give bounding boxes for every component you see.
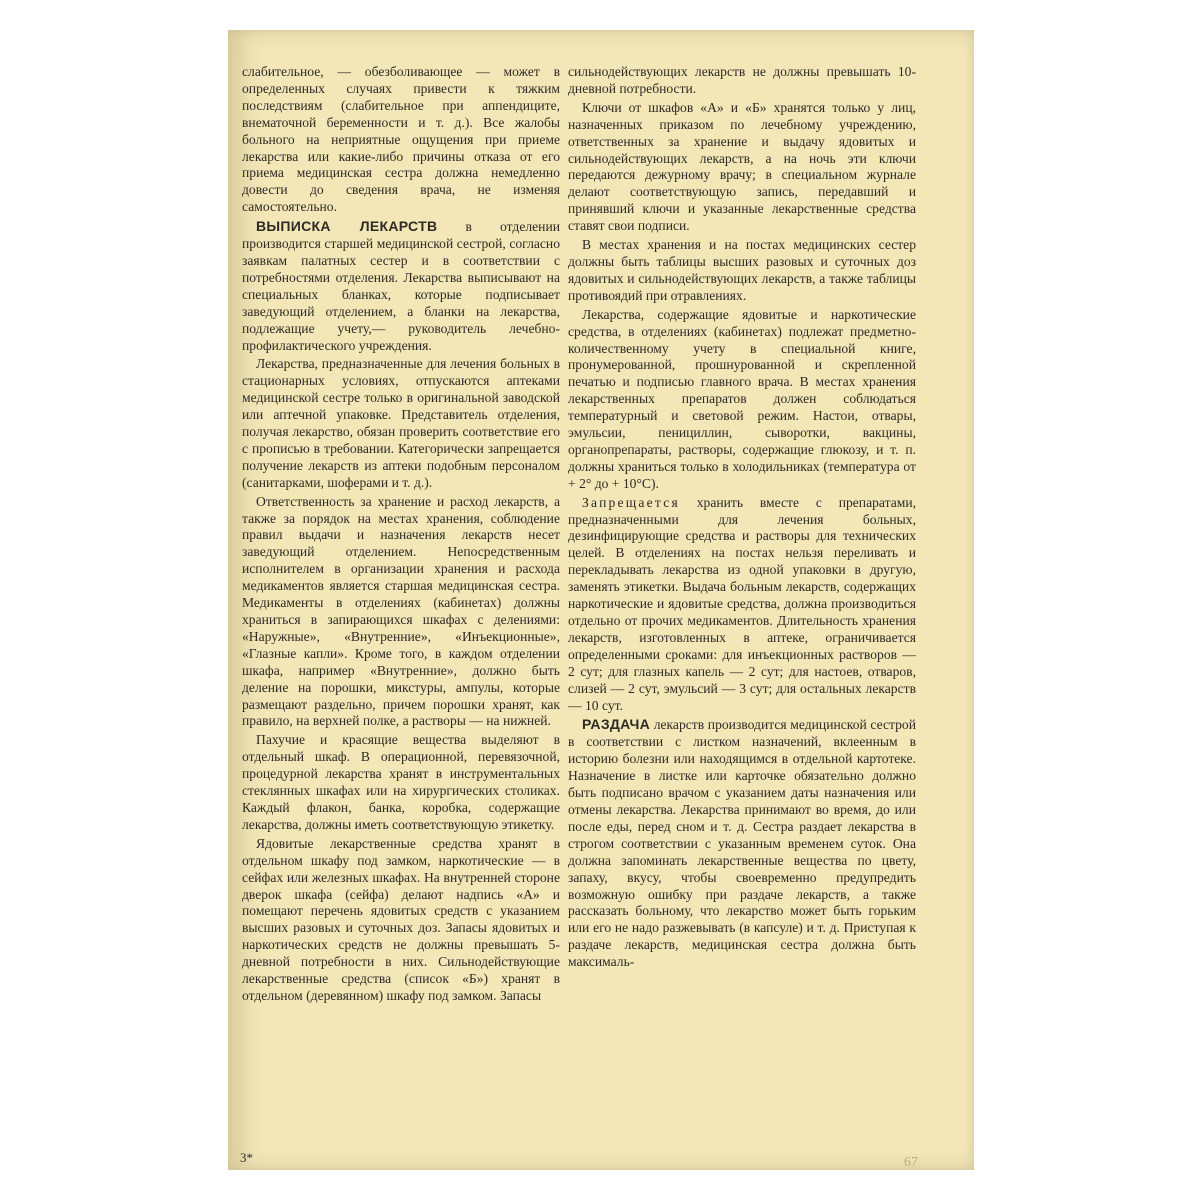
page-number: 67 (904, 1155, 918, 1170)
paragraph: Ответственность за хранение и расход лекарств, а также за порядок на местах хранения, соблюдение правил выдачи и назначения лекарств несет заведующий отделением. Непосредственным исполнителем в организации хранения и расхода медикаментов является старшая медицинская сестра. Медикаменты в отделениях (кабинетах) должны храниться в запирающихся шкафах с делениями: «Наружные», «Внутренние», «Инъекционные», «Глазные капли». Кроме того, в каждом отделении шкафа, например «Внутренние», должно быть деление на порошки, микстуры, ампулы, которые размещают раздельно, причем порошки хранят, как правило, на верхней полке, а растворы — на нижней. (242, 493, 560, 729)
section-heading: РАЗДАЧА (582, 716, 651, 733)
paragraph: слабительное, — обезболивающее — может в определенных случаях привести к тяжким последствиям (слабительное при аппендиците, внематочной беременности и т. д.). Все жалобы больного на неприятные ощущения при приеме лекарства или какие-либо причины отказа от его приема медицинская сестра должна немедленно довести до сведения врача, не изменяя самостоятельно. (242, 64, 560, 215)
book-page (228, 30, 974, 1170)
paragraph (242, 218, 560, 354)
paragraph (568, 495, 916, 715)
paragraph-text: лекарств производится медицинской сестрой в соответствии с листком назначений, вклеенным в историю болезни или находящимся в отдельной картотеке. Назначение в листке или карточке обязательно должно быть подписано врачом с указанием даты назначения или отмены лекарства. Лекарства принимают во время, до или после еды, перед сном и т. д. Сестра раздает лекарства в строгом соответствии с указанным временем суток. Она должна запоминать лекарственные вещества по цвету, запаху, вкусу, чтобы своевременно предупредить возможную ошибку при раздаче лекарств, а также рассказать больному, что лекарство может быть горьким или его не надо разжевывать (в капсуле) и т. д. Приступая к раздаче лекарств, медицинская сестра должна быть максималь- (568, 717, 916, 970)
paragraph: Лекарства, содержащие ядовитые и наркотические средства, в отделениях (кабинетах) подлежат предметно-количественному учету в специальной книге, пронумерованной, прошнурованной и скрепленной печатью и подписью главного врача. В местах хранения лекарственных препаратов должен соблюдаться температурный и световой режим. Настои, отвары, эмульсии, пенициллин, сыворотки, вакцины, органопрепараты, растворы, содержащие глюкозу, и т. п. должны храниться только в холодильниках (температура от + 2° до + 10°С). (568, 306, 916, 491)
paragraph: сильнодействующих лекарств не должны превышать 10-дневной потребности. (568, 64, 916, 96)
right-column (568, 64, 916, 973)
paragraph: Ядовитые лекарственные средства хранят в отдельном шкафу под замком, наркотические — в сейфах или железных шкафах. На внутренней стороне дверок шкафа (сейфа) делают надпись «А» и помещают перечень ядовитых средств с указанием высших разовых и суточных доз. Запасы ядовитых и наркотических средств не должны превышать 5-дневной потребности в них. Сильнодействующие лекарственные средства (список «Б») хранят в отдельном (деревянном) шкафу под замком. Запасы (242, 835, 560, 1003)
paragraph (568, 716, 916, 971)
paragraph-text: хранить вместе с препаратами, предназначенными для лечения больных, дезинфицирующие средства и растворы для технических целей. В отделениях на постах нельзя переливать и перекладывать лекарства из одной упаковки в другую, заменять этикетки. Выдача больным лекарств, содержащих наркотические и ядовитые средства, должна производиться отдельно от прочих медикаментов. Длительность хранения лекарств, изготовленных в аптеке, ограничивается определенными сроками: для инъекционных растворов — 2 сут; для глазных капель — 2 сут; для настоев, отваров, слизей — 2 сут, эмульсий — 3 сут; для остальных лекарств — 10 сут. (568, 494, 916, 713)
emphasized-word: Запрещается (582, 494, 680, 510)
section-heading: ВЫПИСКА ЛЕКАРСТВ (256, 218, 438, 235)
signature-mark: 3* (240, 1150, 253, 1165)
paragraph: В местах хранения и на постах медицинских сестер должны быть таблицы высших разовых и суточных доз ядовитых и сильнодействующих лекарств, а также таблицы противоядий при отравлениях. (568, 237, 916, 303)
paragraph: Лекарства, предназначенные для лечения больных в стационарных условиях, отпускаются аптеками медицинской сестре только в оригинальной заводской или аптечной упаковке. Представитель отделения, получая лекарство, обязан проверить соответствие его с прописью в требовании. Категорически запрещается получение лекарств из аптеки подобным персоналом (санитарками, шоферами и т. д.). (242, 356, 560, 490)
paragraph: Ключи от шкафов «А» и «Б» хранятся только у лиц, назначенных приказом по лечебному учреждению, ответственных за хранение и выдачу ядовитых и сильнодействующих лекарств, а на ночь эти ключи передаются дежурному врачу; в специальном журнале делают соответствующую запись, передавший и принявший ключи и указанные лекарственные средства ставят свои подписи. (568, 99, 916, 234)
paragraph-text: в отделении производится старшей медицинской сестрой, согласно заявкам палатных сестер и в соответствии с потребностями отделения. Лекарства выписывают на специальных бланках, которые подписывает заведующий отделением, а бланки на лекарства, подлежащие учету,— руководитель лечебно-профилактического учреждения. (242, 219, 560, 353)
left-column (242, 64, 560, 1007)
paragraph: Пахучие и красящие вещества выделяют в отдельный шкаф. В операционной, перевязочной, процедурной лекарства хранят в инструментальных стеклянных шкафах или на хирургических столиках. Каждый флакон, банка, коробка, содержащие лекарства, должны иметь соответствующую этикетку. (242, 732, 560, 832)
